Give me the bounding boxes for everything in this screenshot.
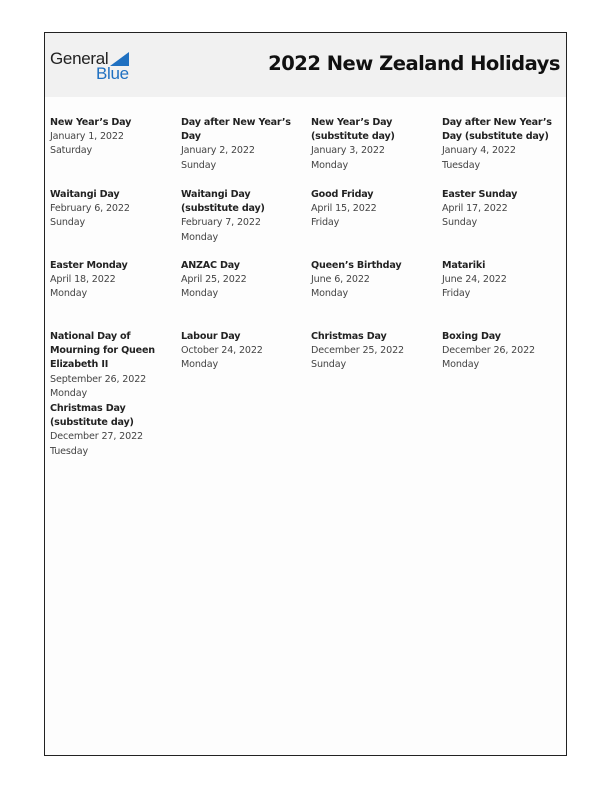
holiday-name: Boxing Day <box>442 331 501 342</box>
holiday-item <box>442 259 566 302</box>
page-frame <box>44 32 567 756</box>
holiday-weekday: Monday <box>50 387 87 399</box>
holiday-name: National Day of Mourning for Queen Elizabeth II <box>50 331 155 371</box>
holiday-name: Waitangi Day <box>50 189 120 200</box>
page-title: 2022 New Zealand Holidays <box>268 52 560 75</box>
holiday-weekday: Sunday <box>311 359 346 371</box>
holiday-item <box>181 116 305 173</box>
holiday-date: June 24, 2022 <box>442 274 507 286</box>
holiday-weekday: Sunday <box>181 159 216 171</box>
holiday-item <box>181 330 305 373</box>
logo-word-general: General <box>50 49 109 68</box>
holiday-item <box>50 188 174 231</box>
holiday-weekday: Monday <box>181 288 218 300</box>
holiday-date: February 7, 2022 <box>181 217 261 229</box>
holiday-weekday: Friday <box>442 288 471 300</box>
holiday-item <box>311 330 435 373</box>
holiday-item <box>50 402 150 459</box>
holiday-item <box>442 116 566 173</box>
holiday-date: April 25, 2022 <box>181 274 247 286</box>
holiday-name: Waitangi Day (substitute day) <box>181 189 265 215</box>
holiday-date: December 27, 2022 <box>50 431 143 443</box>
holiday-date: April 17, 2022 <box>442 203 508 215</box>
holiday-weekday: Sunday <box>442 217 477 229</box>
holiday-date: December 25, 2022 <box>311 345 404 357</box>
holiday-weekday: Saturday <box>50 145 93 157</box>
holiday-name: Day after New Year’s Day (substitute day) <box>442 117 552 143</box>
holiday-item <box>181 188 305 245</box>
header <box>45 33 566 97</box>
generalblue-logo <box>50 49 140 83</box>
holiday-item <box>442 330 566 373</box>
holiday-date: January 1, 2022 <box>50 131 124 143</box>
holiday-name: Day after New Year’s Day <box>181 117 291 143</box>
holiday-name: Labour Day <box>181 331 241 342</box>
holiday-item <box>50 116 174 159</box>
holiday-name: Matariki <box>442 260 486 271</box>
holiday-weekday: Monday <box>311 159 348 171</box>
holiday-item <box>311 188 435 231</box>
holiday-item <box>50 259 174 302</box>
holiday-name: Queen’s Birthday <box>311 260 402 271</box>
holiday-item <box>311 116 421 173</box>
holiday-date: January 4, 2022 <box>442 145 516 157</box>
holiday-item <box>442 188 566 231</box>
holiday-item <box>181 259 305 302</box>
holiday-weekday: Tuesday <box>50 445 88 457</box>
holiday-weekday: Monday <box>50 288 87 300</box>
holiday-weekday: Monday <box>442 359 479 371</box>
holiday-item <box>311 259 435 302</box>
holiday-name: Good Friday <box>311 189 374 200</box>
holiday-date: September 26, 2022 <box>50 373 147 385</box>
holiday-date: January 2, 2022 <box>181 145 255 157</box>
holiday-date: June 6, 2022 <box>311 274 370 286</box>
holiday-weekday: Monday <box>181 359 218 371</box>
logo-word-blue: Blue <box>96 64 129 83</box>
holiday-date: January 3, 2022 <box>311 145 385 157</box>
holiday-weekday: Sunday <box>50 217 85 229</box>
holiday-name: New Year’s Day (substitute day) <box>311 117 395 143</box>
holiday-name: ANZAC Day <box>181 260 240 271</box>
holiday-weekday: Friday <box>311 217 340 229</box>
holiday-date: April 18, 2022 <box>50 274 116 286</box>
holiday-date: December 26, 2022 <box>442 345 535 357</box>
holiday-weekday: Monday <box>311 288 348 300</box>
holiday-item <box>50 330 174 401</box>
holiday-weekday: Tuesday <box>442 159 480 171</box>
holiday-name: New Year’s Day <box>50 117 132 128</box>
holiday-name: Christmas Day (substitute day) <box>50 403 134 429</box>
holiday-name: Easter Monday <box>50 260 128 271</box>
holiday-date: February 6, 2022 <box>50 203 130 215</box>
holiday-weekday: Monday <box>181 231 218 243</box>
holiday-date: April 15, 2022 <box>311 203 377 215</box>
holiday-name: Christmas Day <box>311 331 387 342</box>
holiday-name: Easter Sunday <box>442 189 518 200</box>
holiday-date: October 24, 2022 <box>181 345 263 357</box>
